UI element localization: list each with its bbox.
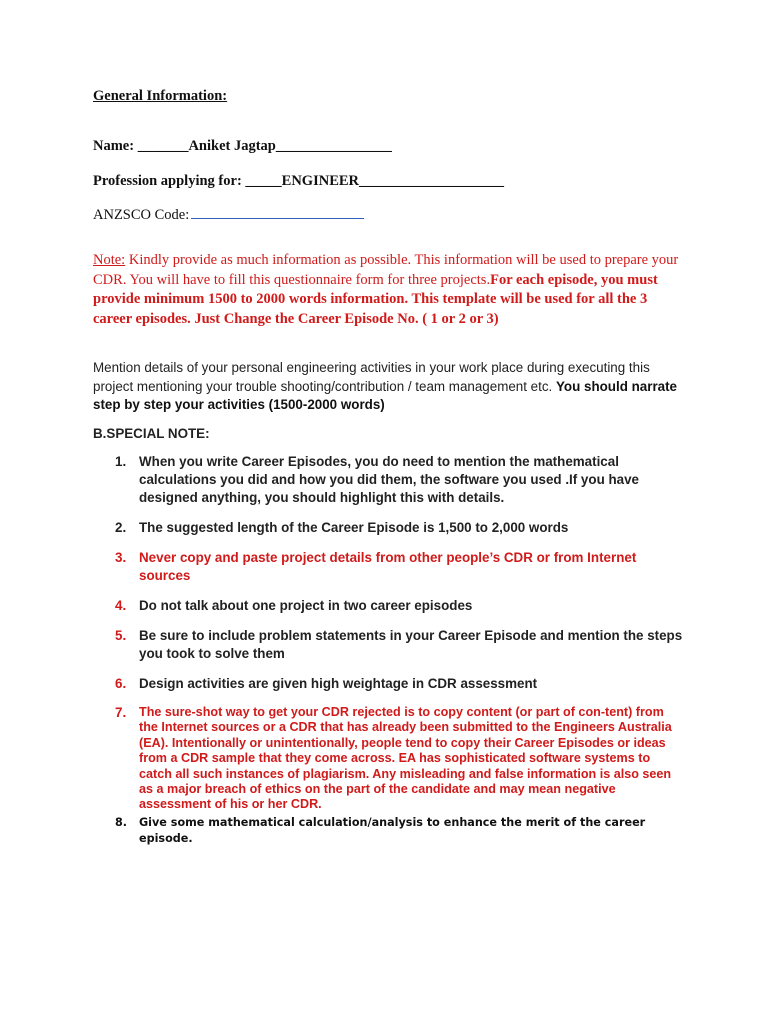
list-item-text: Never copy and paste project details from other people’s CDR or from Internet sources [139,550,637,583]
list-item [93,705,683,813]
name-value: _______Aniket Jagtap________________ [137,138,392,154]
note-label: Note: [93,252,126,268]
general-information-title: General Information: [93,88,228,104]
note-bold-text: For each episode, you must provide minimum 1500 to 2000 words information. This template will be used for all the 3 career episodes. Just Change the Career Episode No. ( 1 or 2 or 3) [93,271,658,327]
list-item [93,453,683,507]
list-item [93,519,683,537]
list-item [93,597,683,615]
list-item-number: 3. [115,550,127,565]
note-paragraph [93,251,683,329]
list-item [93,815,683,847]
list-item-number: 8. [115,815,128,829]
list-item-text: The suggested length of the Career Episode is 1,500 to 2,000 words [139,520,569,535]
list-item-text: Do not talk about one project in two career episodes [139,598,473,613]
list-item-number: 6. [115,676,127,691]
mention-bold-text: You should narrate step by step your activities (1500-2000 words) [93,378,678,412]
name-label: Name: [93,138,135,154]
list-item-number: 7. [115,705,127,720]
special-note-list [93,453,683,847]
special-note-heading: B.SPECIAL NOTE: [93,426,210,441]
name-field [93,138,392,155]
list-item-text: The sure-shot way to get your CDR rejected is to copy content (or part of con-tent) from the Internet sources or a CDR that has already been submitted to the Engineers Australia (EA). Intentionally or unintentionally, people tend to copy their Career Episodes or ideas from a CDR sample that they come across. EA has sophisticated software systems to catch all such instances of plagiarism. Any misleading and false information is also seen as a major breach of ethics on the part of the candidate and may mean negative assessment of his or her CDR. [139,705,672,812]
list-item-text: Give some mathematical calculation/analysis to enhance the merit of the career episode. [139,815,646,845]
profession-value: _____ENGINEER____________________ [245,173,505,189]
list-item-number: 2. [115,520,127,535]
profession-field [93,173,504,190]
list-item-text: Design activities are given high weightage in CDR assessment [139,676,538,691]
anzsco-blank-line [191,206,364,219]
mention-text: Mention details of your personal engineering activities in your work place during executing this project mentioning your trouble shooting/contribution / team management etc. [93,360,650,394]
list-item [93,549,683,585]
list-item-text: When you write Career Episodes, you do need to mention the mathematical calculations you did and how you did them, the software you used .If you have designed anything, you should highlight this with details. [139,454,639,505]
list-item-text: Be sure to include problem statements in your Career Episode and mention the steps you took to solve them [139,628,683,661]
anzsco-field [93,206,364,224]
anzsco-label: ANZSCO Code: [93,207,190,223]
profession-label: Profession applying for: [93,173,242,189]
list-item-number: 4. [115,598,127,613]
list-item-number: 1. [115,454,127,469]
mention-paragraph [93,359,683,415]
note-text: Kindly provide as much information as possible. This information will be used to prepare your CDR. You will have to fill this questionnaire form for three projects. [93,252,679,288]
list-item [93,675,683,693]
list-item-number: 5. [115,628,127,643]
list-item [93,627,683,663]
